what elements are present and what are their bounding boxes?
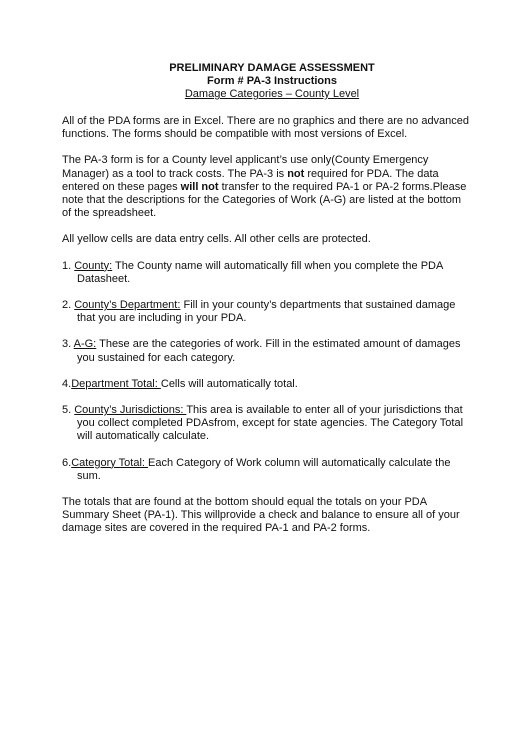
document-body [62,115,470,536]
list-item: 5. County’s Jurisdictions: This area is available to enter all of your jurisdictions that you collect completed PDAsfrom, except for state agencies. The Category Total will automatically calculate. [62,404,464,443]
document-title: PRELIMINARY DAMAGE ASSESSMENT [169,62,375,74]
form-number: Form # PA-3 Instructions [207,75,337,87]
list-item: 2. County’s Department: Fill in your county’s departments that sustained damage that you are including in your PDA. [62,299,456,325]
item-label: County’s Department: [74,299,181,312]
cells-note-paragraph: All yellow cells are data entry cells. All other cells are protected. [62,233,371,246]
document-header [74,62,470,101]
totals-paragraph: The totals that are found at the bottom should equal the totals on your PDA Summary Sheet (PA-1). This willprovide a check and balance to ensure all of your damage sites are covered in the required PA-1 and PA-2 forms. [62,496,460,535]
pa3-description-paragraph: The PA-3 form is for a County level applicant’s use only(County Emergency Manager) as a tool to track costs. The PA-3 is not required for PDA. The data entered on these pages will not transfer to the required PA-1 or PA-2 forms.Please note that the descriptions for the Categories of Work (A-G) are listed at the bottom of the spreadsheet. [62,154,467,220]
item-label: County’s Jurisdictions: [74,404,187,417]
list-item: 6.Category Total: Each Category of Work column will automatically calculate the sum. [62,456,451,482]
intro-paragraph: All of the PDA forms are in Excel. There are no graphics and there are no advanced functions. The forms should be compatible with most versions of Excel. [62,115,470,141]
item-label: Category Total: [71,456,149,469]
item-label: Department Total: [71,377,161,390]
list-item: 3. A-G: These are the categories of work. Fill in the estimated amount of damages you sustained for each category. [62,338,461,364]
item-label: County: [74,259,113,272]
item-label: A-G: [73,338,97,351]
emphasis-not: not [287,167,305,180]
document-subtitle: Damage Categories – County Level [184,88,360,100]
list-item: 1. County: The County name will automatically fill when you complete the PDA Datasheet. [62,259,443,285]
list-item: 4.Department Total: Cells will automatically total. [62,377,298,390]
emphasis-will-not: will not [180,180,219,193]
